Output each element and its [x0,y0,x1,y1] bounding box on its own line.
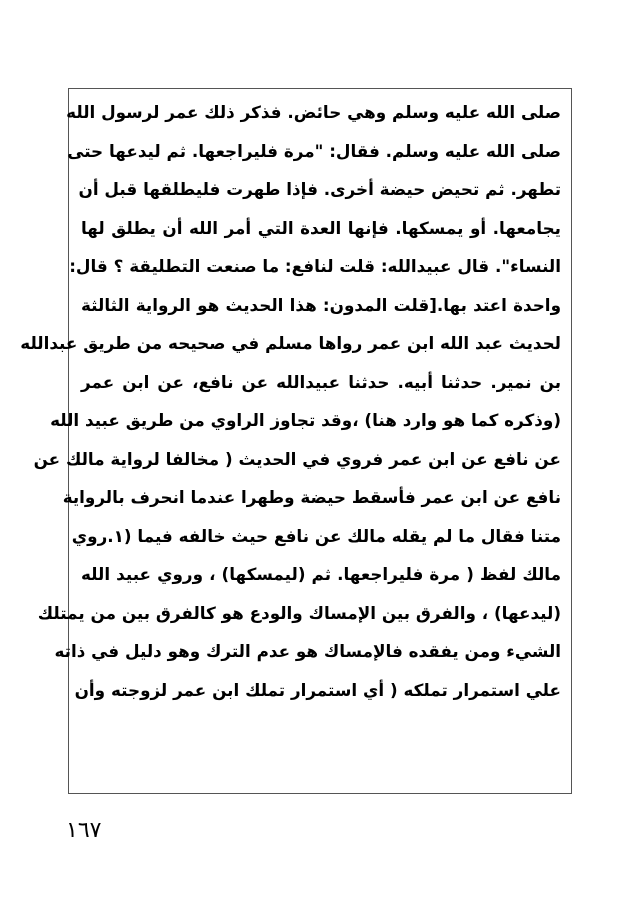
text-line-4: يجامعها. أو يمسكها. فإنها العدة التي أمر الله أن يطلق لها [81,217,561,238]
text-line-6: واحدة اعتد بها.[قلت المدون: هذا الحديث هو الرواية الثالثة [81,294,561,315]
text-line-8: بن نمير. حدثنا أبيه. حدثنا عبيدالله عن نافع، عن ابن عمر [81,371,561,392]
text-line-9: (وذكره كما هو وارد هنا) ،وقد تجاوز الراوي من طريق عبيد الله [50,410,561,430]
text-line-1: صلى الله عليه وسلم وهي حائض. فذكر ذلك عمر لرسول الله [66,102,561,122]
text-line-16: علي استمرار تملكه ( أي استمرار تملك ابن عمر لزوجته وأن [74,679,561,700]
page-number: ١٦٧ [66,818,102,843]
text-line-10: عن نافع عن ابن عمر فروي في الحديث ( مخالفا لرواية مالك عن [33,448,561,469]
text-line-13: مالك لفظ ( مرة فليراجعها. ثم (ليمسكها) ، وروي عبيد الله [81,564,561,584]
text-line-7: لحديث عبد الله ابن عمر رواها مسلم في صحيحه من طريق عبدالله [20,333,561,353]
scanned-text-block [20,89,571,793]
text-line-3: تطهر. ثم تحيض حيضة أخرى. فإذا طهرت فليطلقها قبل أن [78,179,561,199]
text-line-5: النساء". قال عبيدالله: قلت لنافع: ما صنعت التطليقة ؟ قال: [69,256,561,276]
text-line-12: متنا فقال ما لم يقله مالك عن نافع حيث خالفه فيما (١.روي [71,525,561,546]
text-line-11: نافع عن ابن عمر فأسقط حيضة وطهرا عندما انحرف بالرواية [62,487,561,507]
text-line-2: صلى الله عليه وسلم. فقال: "مرة فليراجعها. ثم ليدعها حتى [67,140,561,161]
text-line-14: (ليدعها) ، والفرق بين الإمساك والودع هو كالفرق بين من يمتلك [37,602,561,623]
text-line-15: الشيء ومن يفقده فالإمساك هو عدم الترك وهو دليل في ذاته [54,641,561,661]
text-lines [20,93,561,709]
text-frame [20,88,572,794]
